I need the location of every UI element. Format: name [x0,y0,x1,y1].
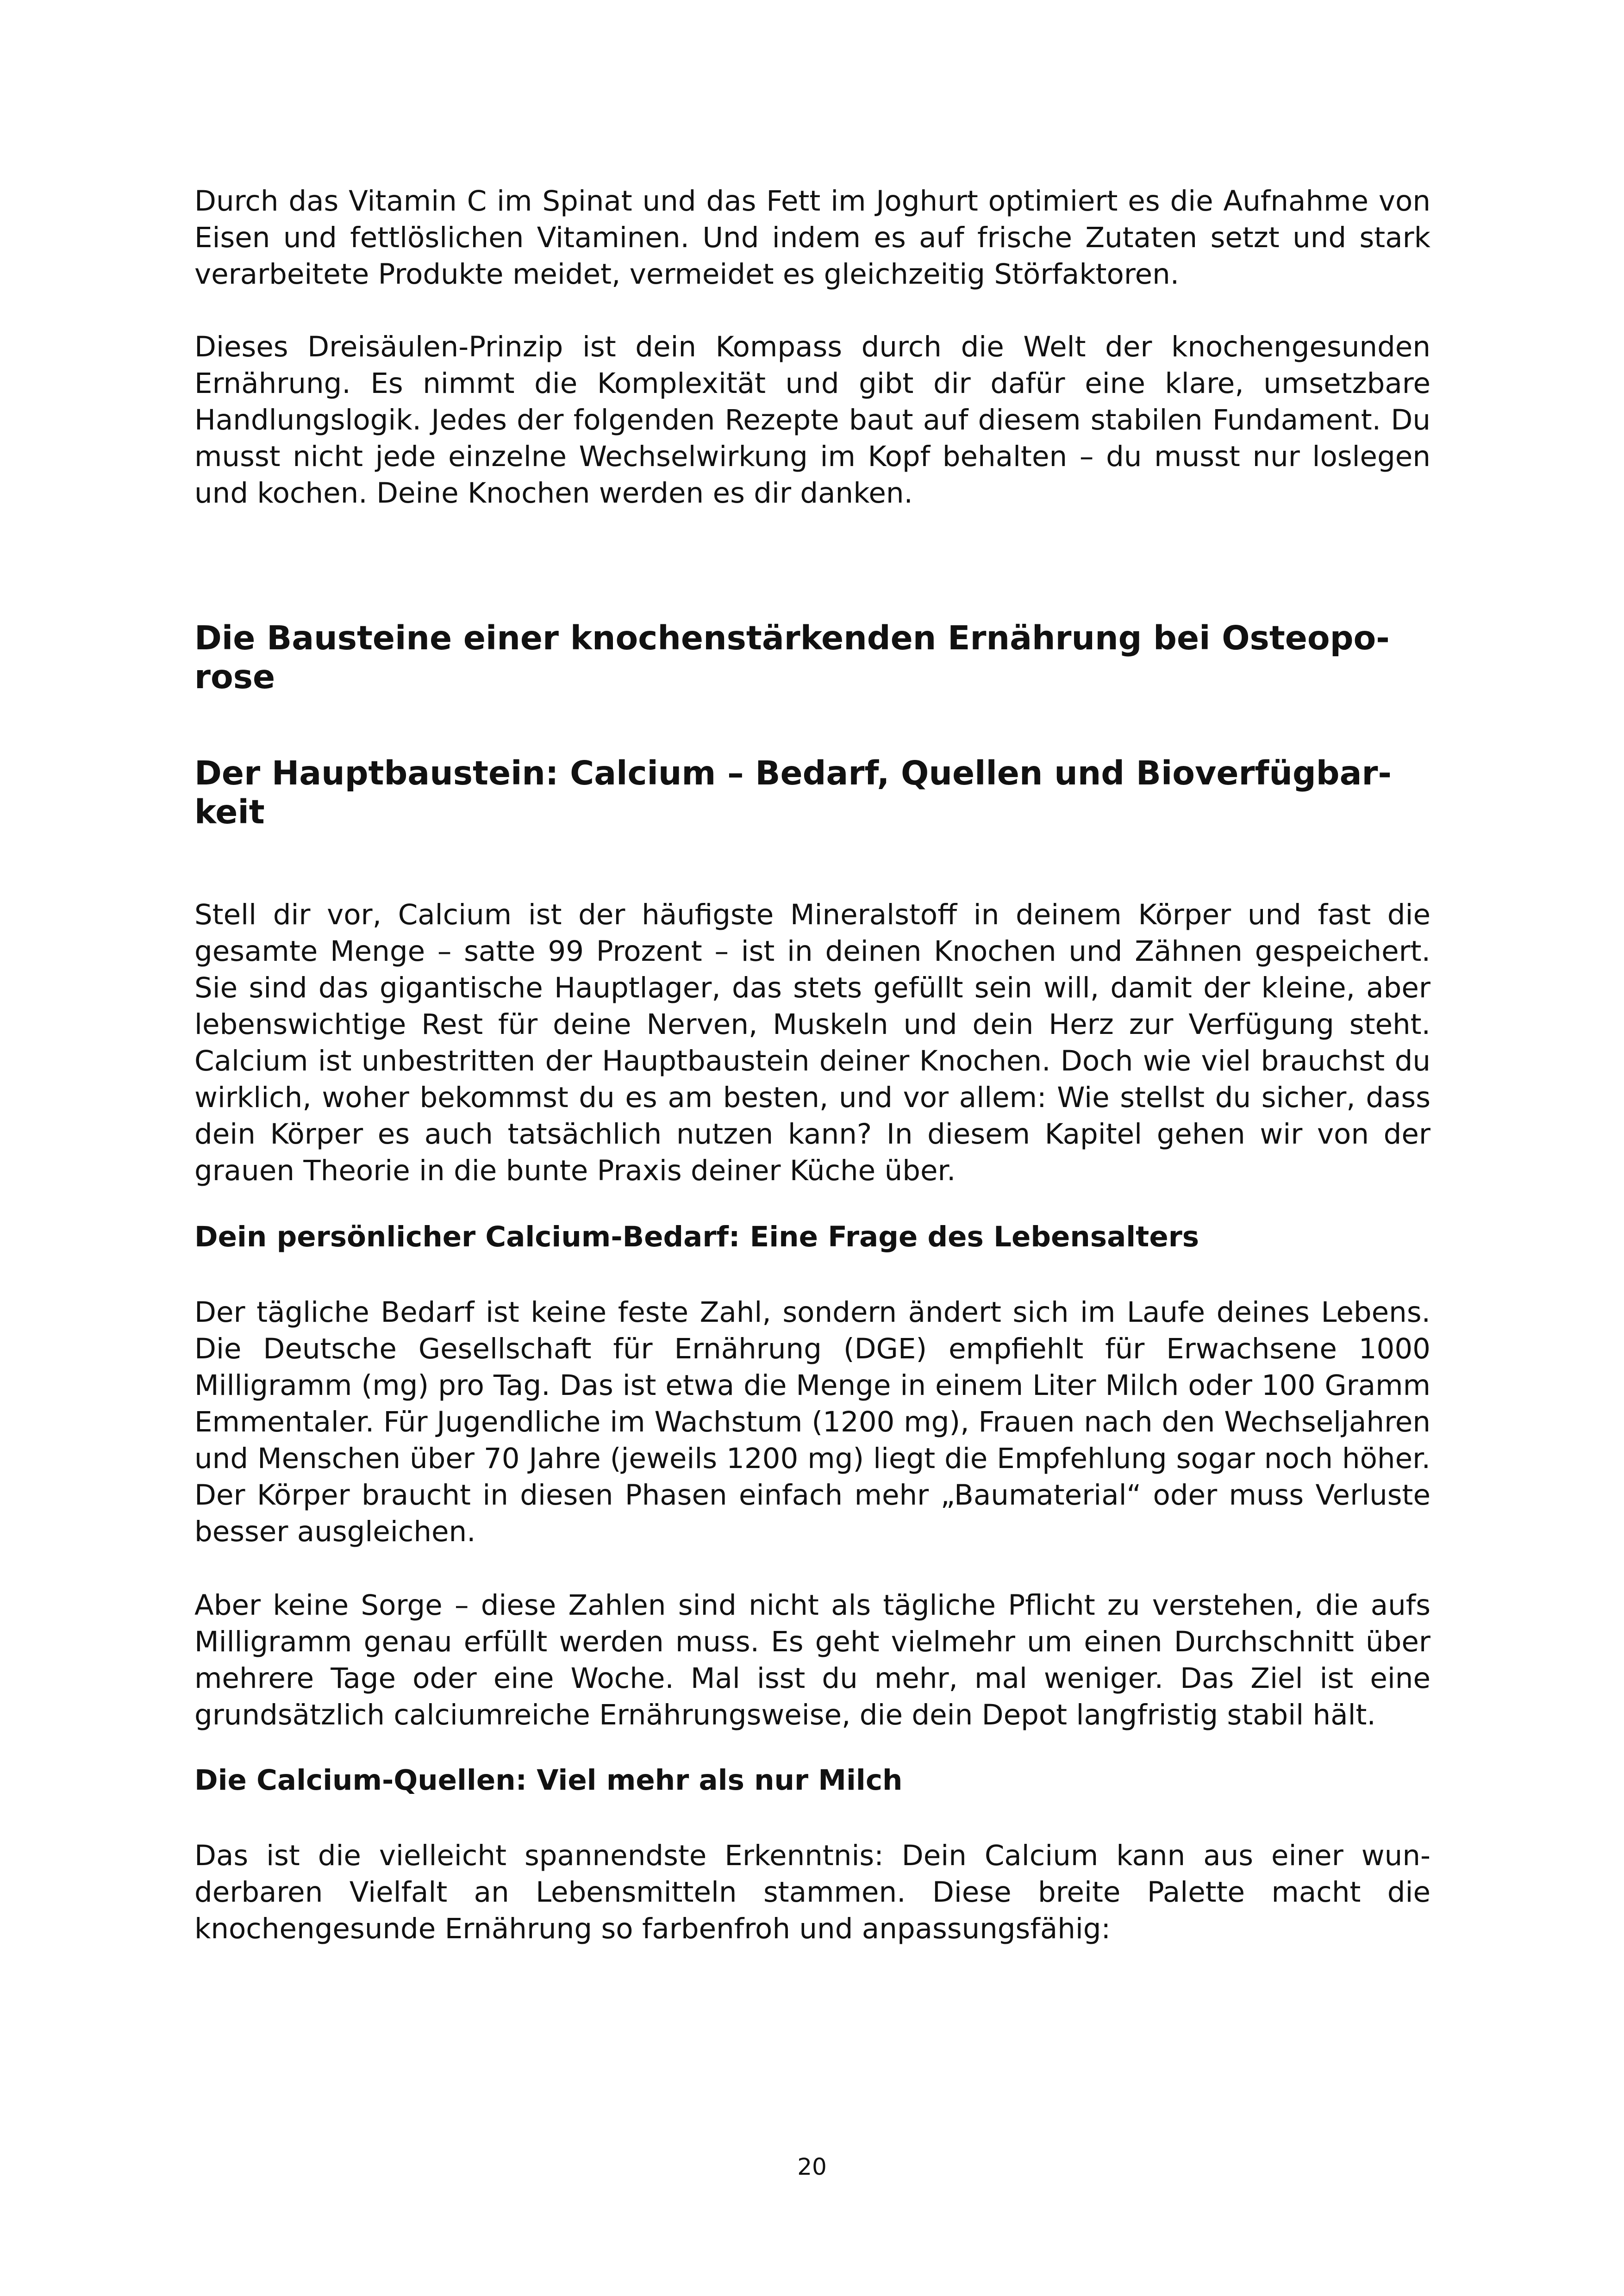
body-paragraph: Das ist die vielleicht spannendste Erkenntnis: Dein Calcium kann aus einer wunderbaren Vielfalt an Lebensmitteln stammen. Diese breite Palette macht die knochengesunde Ernährung so farbenfroh und anpassungsfähig: [194,1839,1430,1945]
body-paragraph: Dieses Dreisäulen-Prinzip ist dein Kompass durch die Welt der knochengesunden Ernährung. Es nimmt die Komplexität und gibt dir dafür eine klare, umsetzbare Handlungslogik. Jedes der folgenden Rezepte baut auf diesem stabilen Fundament. Du musst nicht jede einzelne Wechselwirkung im Kopf behalten – du musst nur loslegen und kochen. Deine Knochen werden es dir danken. [194,330,1430,510]
body-paragraph: Stell dir vor, Calcium ist der häufigste Mineralstoff in deinem Körper und fast die gesamte Menge – satte 99 Prozent – ist in deinen Knochen und Zähnen gespeichert. Sie sind das gigantische Hauptlager, das stets gefüllt sein will, damit der kleine, aber lebenswichtige Rest für deine Nerven, Muskeln und dein Herz zur Verfügung steht. Calcium ist unbestritten der Hauptbaustein deiner Knochen. Doch wie viel brauchst du wirklich, woher bekommst du es am besten, und vor allem: Wie stellst du sicher, dass dein Körper es auch tatsächlich nutzen kann? In diesem Kapitel gehen wir von der grauen Theorie in die bunte Praxis deiner Küche über. [194,898,1430,1187]
subsection-heading: Die Calcium-Quellen: Viel mehr als nur Milch [194,1764,903,1797]
body-paragraph: Der tägliche Bedarf ist keine feste Zahl, sondern ändert sich im Laufe deines Lebens. Die Deutsche Gesellschaft für Ernährung (DGE) empfiehlt für Erwachsene 1000 Milligramm (mg) pro Tag. Das ist etwa die Menge in einem Liter Milch oder 100 Gramm Emmentaler. Für Jugendliche im Wachstum (1200 mg), Frauen nach den Wechseljahren und Menschen über 70 Jahre (jeweils 1200 mg) liegt die Empfehlung sogar noch höher. Der Körper braucht in diesen Phasen einfach mehr „Baumaterial“ oder muss Verluste besser ausgleichen. [194,1296,1430,1548]
page-number: 20 [797,2153,827,2180]
chapter-heading: Die Bausteine einer knochenstärkenden Ernährung bei Osteoporose [194,619,1390,696]
body-paragraph: Aber keine Sorge – diese Zahlen sind nicht als tägliche Pflicht zu verstehen, die aufs Milligramm genau erfüllt werden muss. Es geht vielmehr um einen Durchschnitt über mehrere Tage oder eine Woche. Mal isst du mehr, mal weniger. Das Ziel ist eine grundsätzlich calciumreiche Ernährungsweise, die dein Depot langfristig stabil hält. [194,1589,1430,1731]
body-paragraph: Durch das Vitamin C im Spinat und das Fett im Joghurt optimiert es die Aufnahme von Eisen und fettlöslichen Vitaminen. Und indem es auf frische Zutaten setzt und stark verarbeitete Produkte meidet, vermeidet es gleichzeitig Störfaktoren. [194,185,1430,291]
document-page [194,183,1430,1947]
subsection-heading: Dein persönlicher Calcium-Bedarf: Eine Frage des Lebensalters [194,1220,1199,1253]
section-heading: Der Hauptbaustein: Calcium – Bedarf, Quellen und Bioverfügbarkeit [194,754,1392,831]
